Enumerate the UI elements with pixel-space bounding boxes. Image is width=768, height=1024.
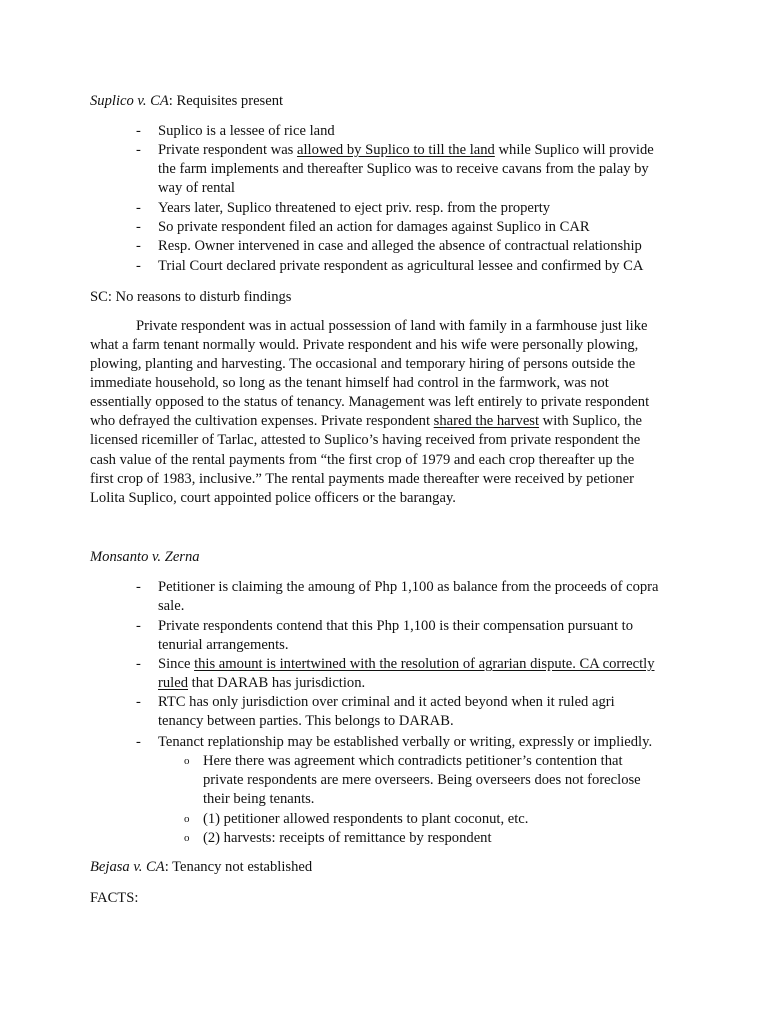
sub-list-item-continuation: their being tenants. — [203, 791, 315, 807]
bullet-dash: - — [136, 694, 141, 710]
text-run: who defrayed the cultivation expenses. Private respondent — [90, 413, 434, 429]
list-item: RTC has only jurisdiction over criminal and it acted beyond when it ruled agri — [158, 694, 615, 710]
underlined-text: allowed by Suplico to till the land — [297, 142, 495, 158]
underlined-text: ruled — [158, 675, 188, 691]
heading-text: : Tenancy not established — [164, 859, 313, 875]
text-run: with Suplico, the — [539, 413, 642, 429]
list-item: Tenanct replationship may be established verbally or writing, expressly or impliedly. — [158, 734, 653, 750]
paragraph-line: licensed ricemiller of Tarlac, attested to Suplico’s having received from private respondent the — [90, 432, 641, 448]
sub-list-item: (1) petitioner allowed respondents to plant coconut, etc. — [203, 811, 529, 827]
bullet-dash: - — [136, 142, 141, 158]
sc-ruling-line: SC: No reasons to disturb findings — [90, 289, 292, 305]
paragraph-line — [90, 412, 642, 431]
list-item: Petitioner is claiming the amoung of Php 1,100 as balance from the proceeds of copra — [158, 579, 659, 595]
sub-bullet-circle: o — [184, 832, 190, 844]
paragraph-line: first crop of 1983, inclusive.” The rental payments made thereafter were received by petioner — [90, 471, 634, 487]
sub-bullet-circle: o — [184, 813, 190, 825]
sub-list-item: Here there was agreement which contradicts petitioner’s contention that — [203, 753, 623, 769]
list-item — [158, 655, 655, 674]
facts-label: FACTS: — [90, 890, 139, 906]
list-item-continuation: way of rental — [158, 180, 235, 196]
case-heading-monsanto: Monsanto v. Zerna — [90, 549, 200, 565]
bullet-dash: - — [136, 200, 141, 216]
sub-list-item-continuation: private respondents are mere overseers. Being overseers does not foreclose — [203, 772, 641, 788]
list-item-continuation: the farm implements and thereafter Suplico was to receive cavans from the palay by — [158, 161, 649, 177]
bullet-dash: - — [136, 656, 141, 672]
paragraph-line: cash value of the rental payments from “the first crop of 1979 and each crop thereafter up the — [90, 452, 635, 468]
text-run: Since — [158, 656, 195, 672]
text-run: that DARAB has jurisdiction. — [188, 675, 366, 691]
list-item — [158, 141, 654, 160]
sub-bullet-circle: o — [184, 755, 190, 767]
list-item: Private respondents contend that this Php 1,100 is their compensation pursuant to — [158, 618, 634, 634]
bullet-dash: - — [136, 579, 141, 595]
list-item-continuation: tenancy between parties. This belongs to DARAB. — [158, 713, 454, 729]
list-item: Trial Court declared private respondent as agricultural lessee and confirmed by CA — [158, 258, 644, 274]
text-run: Private respondent was — [158, 142, 298, 158]
case-name: Suplico v. CA — [90, 93, 169, 109]
list-item-continuation: sale. — [158, 598, 185, 614]
bullet-dash: - — [136, 219, 141, 235]
bullet-dash: - — [136, 734, 141, 750]
underlined-text: this amount is intertwined with the resolution of agrarian dispute. CA correctly — [194, 656, 655, 672]
paragraph-line: what a farm tenant normally would. Private respondent and his wife were personally plowing, — [90, 337, 639, 353]
list-item: Resp. Owner intervened in case and alleged the absence of contractual relationship — [158, 238, 642, 254]
case-heading-bejasa — [90, 858, 312, 877]
list-item-continuation — [158, 674, 365, 693]
case-heading-suplico — [90, 92, 283, 111]
bullet-dash: - — [136, 258, 141, 274]
paragraph-line: essentially opposed to the status of tenancy. Management was left entirely to private respondent — [90, 394, 650, 410]
list-item: Suplico is a lessee of rice land — [158, 123, 335, 139]
list-item: So private respondent filed an action for damages against Suplico in CAR — [158, 219, 590, 235]
paragraph-line: Private respondent was in actual possession of land with family in a farmhouse just like — [136, 318, 648, 334]
paragraph-line: Lolita Suplico, court appointed police officers or the barangay. — [90, 490, 456, 506]
paragraph-line: plowing, planting and harvesting. The occasional and temporary hiring of persons outside the — [90, 356, 636, 372]
bullet-dash: - — [136, 618, 141, 634]
case-name: Bejasa v. CA — [90, 859, 165, 875]
list-item: Years later, Suplico threatened to eject priv. resp. from the property — [158, 200, 551, 216]
bullet-dash: - — [136, 238, 141, 254]
paragraph-line: immediate household, so long as the tenant himself had control in the farmwork, was not — [90, 375, 609, 391]
heading-text: : Requisites present — [168, 93, 284, 109]
underlined-text: shared the harvest — [433, 413, 540, 429]
text-run: while Suplico will provide — [494, 142, 654, 158]
bullet-dash: - — [136, 123, 141, 139]
sub-list-item: (2) harvests: receipts of remittance by respondent — [203, 830, 492, 846]
list-item-continuation: tenurial arrangements. — [158, 637, 289, 653]
